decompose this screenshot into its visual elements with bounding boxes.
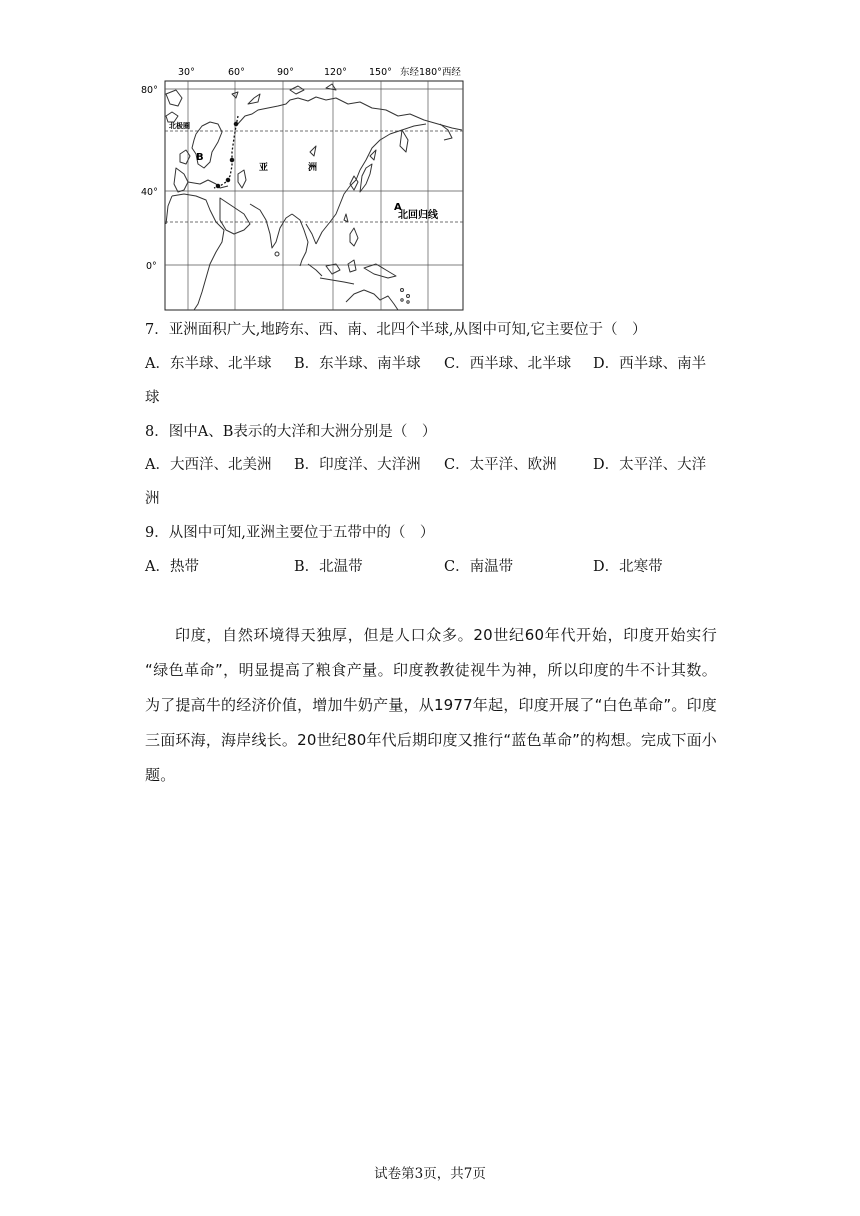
label-asia-1: 亚 xyxy=(259,163,269,173)
lon-label-120: 120° xyxy=(324,67,347,78)
q7-option-d[interactable]: D．西半球、南半 xyxy=(593,356,707,372)
map-frame xyxy=(165,81,463,310)
question-7-stem: 7．亚洲面积广大,地跨东、西、南、北四个半球,从图中可知,它主要位于（ ） xyxy=(145,322,647,338)
q9-option-d[interactable]: D．北寒带 xyxy=(593,559,663,575)
lon-label-90: 90° xyxy=(277,67,294,78)
asia-map xyxy=(140,64,480,312)
q8-option-c[interactable]: C．太平洋、欧洲 xyxy=(444,457,557,473)
tropic-of-cancer-label: 北回归线 xyxy=(398,210,438,221)
reading-passage: 印度，自然环境得天独厚，但是人口众多。20世纪60年代开始，印度开始实行 “绿色革命”，明显提高了粮食产量。印度教教徒视牛为神，所以印度的牛不计其数。为了提高牛的经济价值，增加牛奶产量，从1977年起，印度开展了“白色革命”。印度三面环海，海岸线长。20世纪80年代后期印度又推行“蓝色革命”的构想。完成下面小题。 xyxy=(145,626,717,784)
page-footer: 试卷第3页，共7页 xyxy=(374,1166,486,1182)
q8-option-b[interactable]: B．印度洋、大洋洲 xyxy=(294,457,421,473)
q7-option-c[interactable]: C．西半球、北半球 xyxy=(444,356,572,372)
q8-option-a[interactable]: A．大西洋、北美洲 xyxy=(145,457,272,473)
q8-option-d-wrap: 洲 xyxy=(145,491,160,507)
q7-option-a[interactable]: A．东半球、北半球 xyxy=(145,356,272,372)
label-asia-2: 洲 xyxy=(308,163,318,173)
q7-option-d-wrap: 球 xyxy=(145,390,160,406)
q9-option-c[interactable]: C．南温带 xyxy=(444,559,514,575)
lat-label-80: 80° xyxy=(141,85,158,96)
label-a: A xyxy=(394,202,402,213)
europe-asia-boundary xyxy=(214,116,238,188)
q9-option-b[interactable]: B．北温带 xyxy=(294,559,363,575)
label-b: B xyxy=(196,152,204,163)
lon-label-60: 60° xyxy=(228,67,245,78)
question-8-stem: 8．图中A、B表示的大洋和大洲分别是（ ） xyxy=(145,424,437,440)
q8-option-d[interactable]: D．太平洋、大洋 xyxy=(593,457,707,473)
lat-label-40: 40° xyxy=(141,187,158,198)
coastline xyxy=(166,84,462,310)
arctic-circle-label: 北极圈 xyxy=(169,122,190,130)
q9-option-a[interactable]: A．热带 xyxy=(145,559,199,575)
lat-label-0: 0° xyxy=(146,261,157,272)
q7-option-b[interactable]: B．东半球、南半球 xyxy=(294,356,421,372)
question-9-stem: 9．从图中可知,亚洲主要位于五带中的（ ） xyxy=(145,525,435,541)
lon-label-30: 30° xyxy=(178,67,195,78)
meridian-lines xyxy=(188,81,428,310)
lon-label-150: 150° xyxy=(369,67,392,78)
lon-label-180: 东经180°西经 xyxy=(400,67,461,78)
